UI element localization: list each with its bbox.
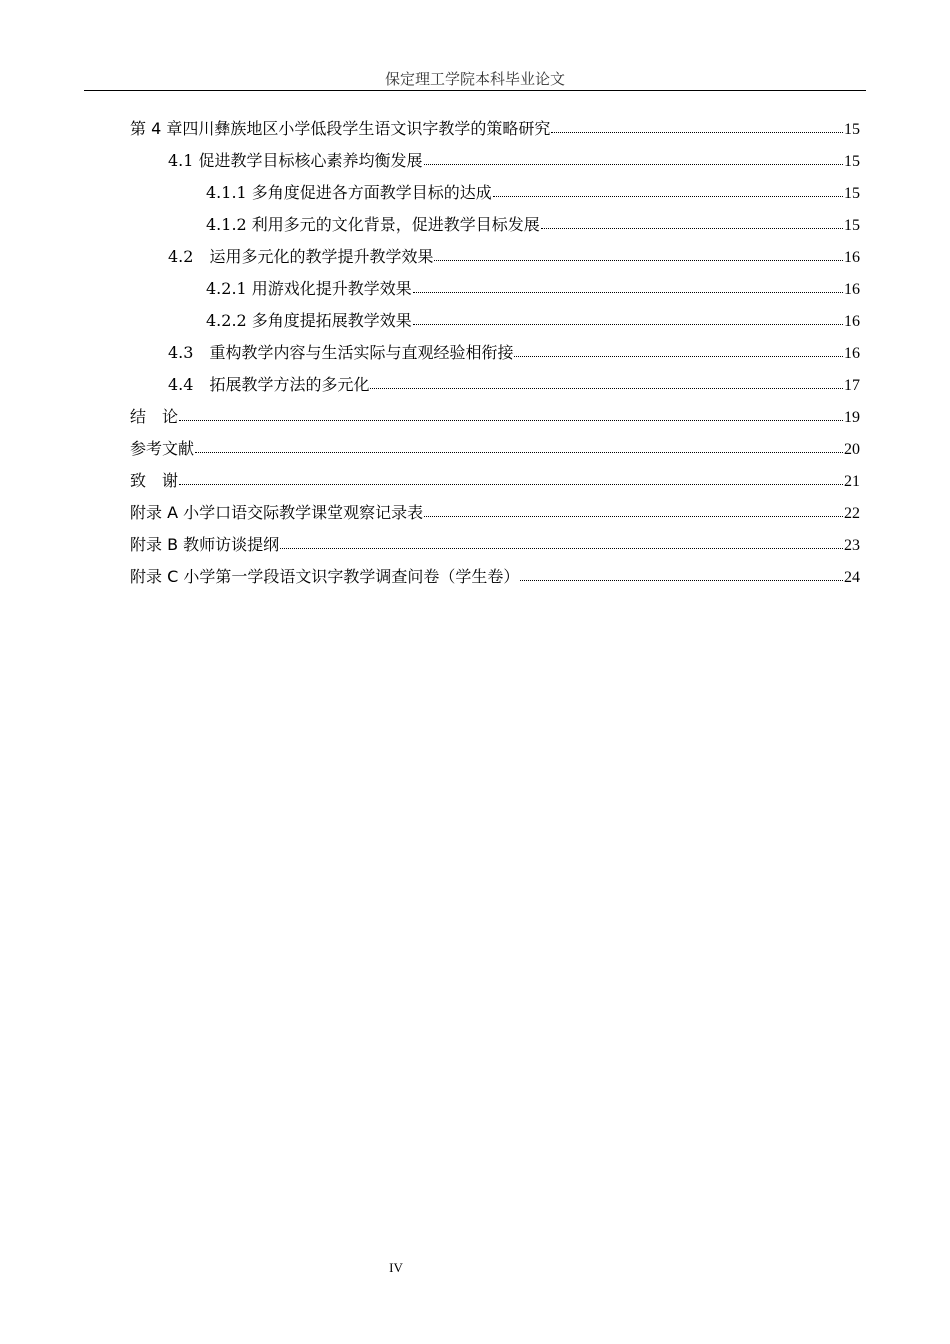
toc-entry-page: 21 bbox=[844, 473, 860, 490]
toc-entry[interactable] bbox=[206, 211, 860, 239]
toc-entry[interactable] bbox=[206, 307, 860, 335]
toc-entry-title: 第 4 章四川彝族地区小学低段学生语文识字教学的策略研究 bbox=[130, 119, 551, 138]
toc-entry[interactable] bbox=[130, 563, 860, 591]
toc-entry-page: 17 bbox=[844, 377, 860, 394]
toc-leader-dots bbox=[280, 532, 843, 549]
toc-leader-dots bbox=[434, 244, 843, 261]
toc-entry-page: 15 bbox=[844, 121, 860, 138]
toc-entry-page: 15 bbox=[844, 153, 860, 170]
toc-entry-title: 4.3 重构教学内容与生活实际与直观经验相衔接 bbox=[168, 343, 514, 362]
toc-entry[interactable] bbox=[168, 371, 860, 399]
toc-entry-title: 4.2.2 多角度提拓展教学效果 bbox=[206, 311, 412, 330]
toc-leader-dots bbox=[424, 500, 843, 517]
toc-entry-title: 结 论 bbox=[130, 407, 179, 426]
toc-entry-page: 24 bbox=[844, 569, 860, 586]
toc-leader-dots bbox=[413, 308, 843, 325]
toc-entry[interactable] bbox=[206, 179, 860, 207]
toc-entry-page: 16 bbox=[844, 249, 860, 266]
toc-leader-dots bbox=[370, 372, 843, 389]
toc-leader-dots bbox=[520, 564, 843, 581]
toc-entry-title: 附录 A 小学口语交际教学课堂观察记录表 bbox=[130, 503, 424, 522]
toc-entry-title: 4.4 拓展教学方法的多元化 bbox=[168, 375, 370, 394]
toc-entry[interactable] bbox=[168, 243, 860, 271]
toc-entry-page: 15 bbox=[844, 185, 860, 202]
toc-entry[interactable] bbox=[206, 275, 860, 303]
toc-entry-title: 参考文献 bbox=[130, 439, 195, 458]
toc-leader-dots bbox=[551, 116, 843, 133]
toc-entry-page: 23 bbox=[844, 537, 860, 554]
toc-entry-page: 22 bbox=[844, 505, 860, 522]
toc-entry-title: 4.1 促进教学目标核心素养均衡发展 bbox=[168, 151, 423, 170]
toc-leader-dots bbox=[514, 340, 843, 357]
toc-leader-dots bbox=[179, 404, 843, 421]
running-header: 保定理工学院本科毕业论文 bbox=[384, 70, 565, 88]
toc-leader-dots bbox=[195, 436, 843, 453]
toc-entry-title: 4.2 运用多元化的教学提升教学效果 bbox=[168, 247, 434, 266]
page-number: IV bbox=[389, 1260, 403, 1275]
toc-entry-page: 16 bbox=[844, 281, 860, 298]
toc-entry-page: 16 bbox=[844, 345, 860, 362]
toc-leader-dots bbox=[424, 148, 843, 165]
toc-entry[interactable] bbox=[130, 403, 860, 431]
toc-entry-title: 附录 C 小学第一学段语文识字教学调查问卷（学生卷） bbox=[130, 567, 520, 586]
toc-entry-page: 15 bbox=[844, 217, 860, 234]
toc-entry[interactable] bbox=[130, 467, 860, 495]
toc-entry[interactable] bbox=[130, 531, 860, 559]
toc-entry-title: 4.1.2 利用多元的文化背景，促进教学目标发展 bbox=[206, 215, 540, 234]
toc-leader-dots bbox=[493, 180, 843, 197]
toc-entry[interactable] bbox=[130, 499, 860, 527]
toc-entry-title: 4.1.1 多角度促进各方面教学目标的达成 bbox=[206, 183, 492, 202]
toc-entry-title: 致 谢 bbox=[130, 471, 179, 490]
toc-entry[interactable] bbox=[130, 435, 860, 463]
header-rule bbox=[84, 90, 866, 91]
toc-leader-dots bbox=[179, 468, 843, 485]
toc-leader-dots bbox=[541, 212, 843, 229]
toc-entry-title: 4.2.1 用游戏化提升教学效果 bbox=[206, 279, 412, 298]
toc-leader-dots bbox=[413, 276, 843, 293]
toc-entry[interactable] bbox=[168, 339, 860, 367]
toc-entry-title: 附录 B 教师访谈提纲 bbox=[130, 535, 280, 554]
toc-entry-page: 19 bbox=[844, 409, 860, 426]
toc-entry[interactable] bbox=[130, 115, 860, 143]
toc-entry-page: 20 bbox=[844, 441, 860, 458]
toc-entry-page: 16 bbox=[844, 313, 860, 330]
toc-entry[interactable] bbox=[168, 147, 860, 175]
